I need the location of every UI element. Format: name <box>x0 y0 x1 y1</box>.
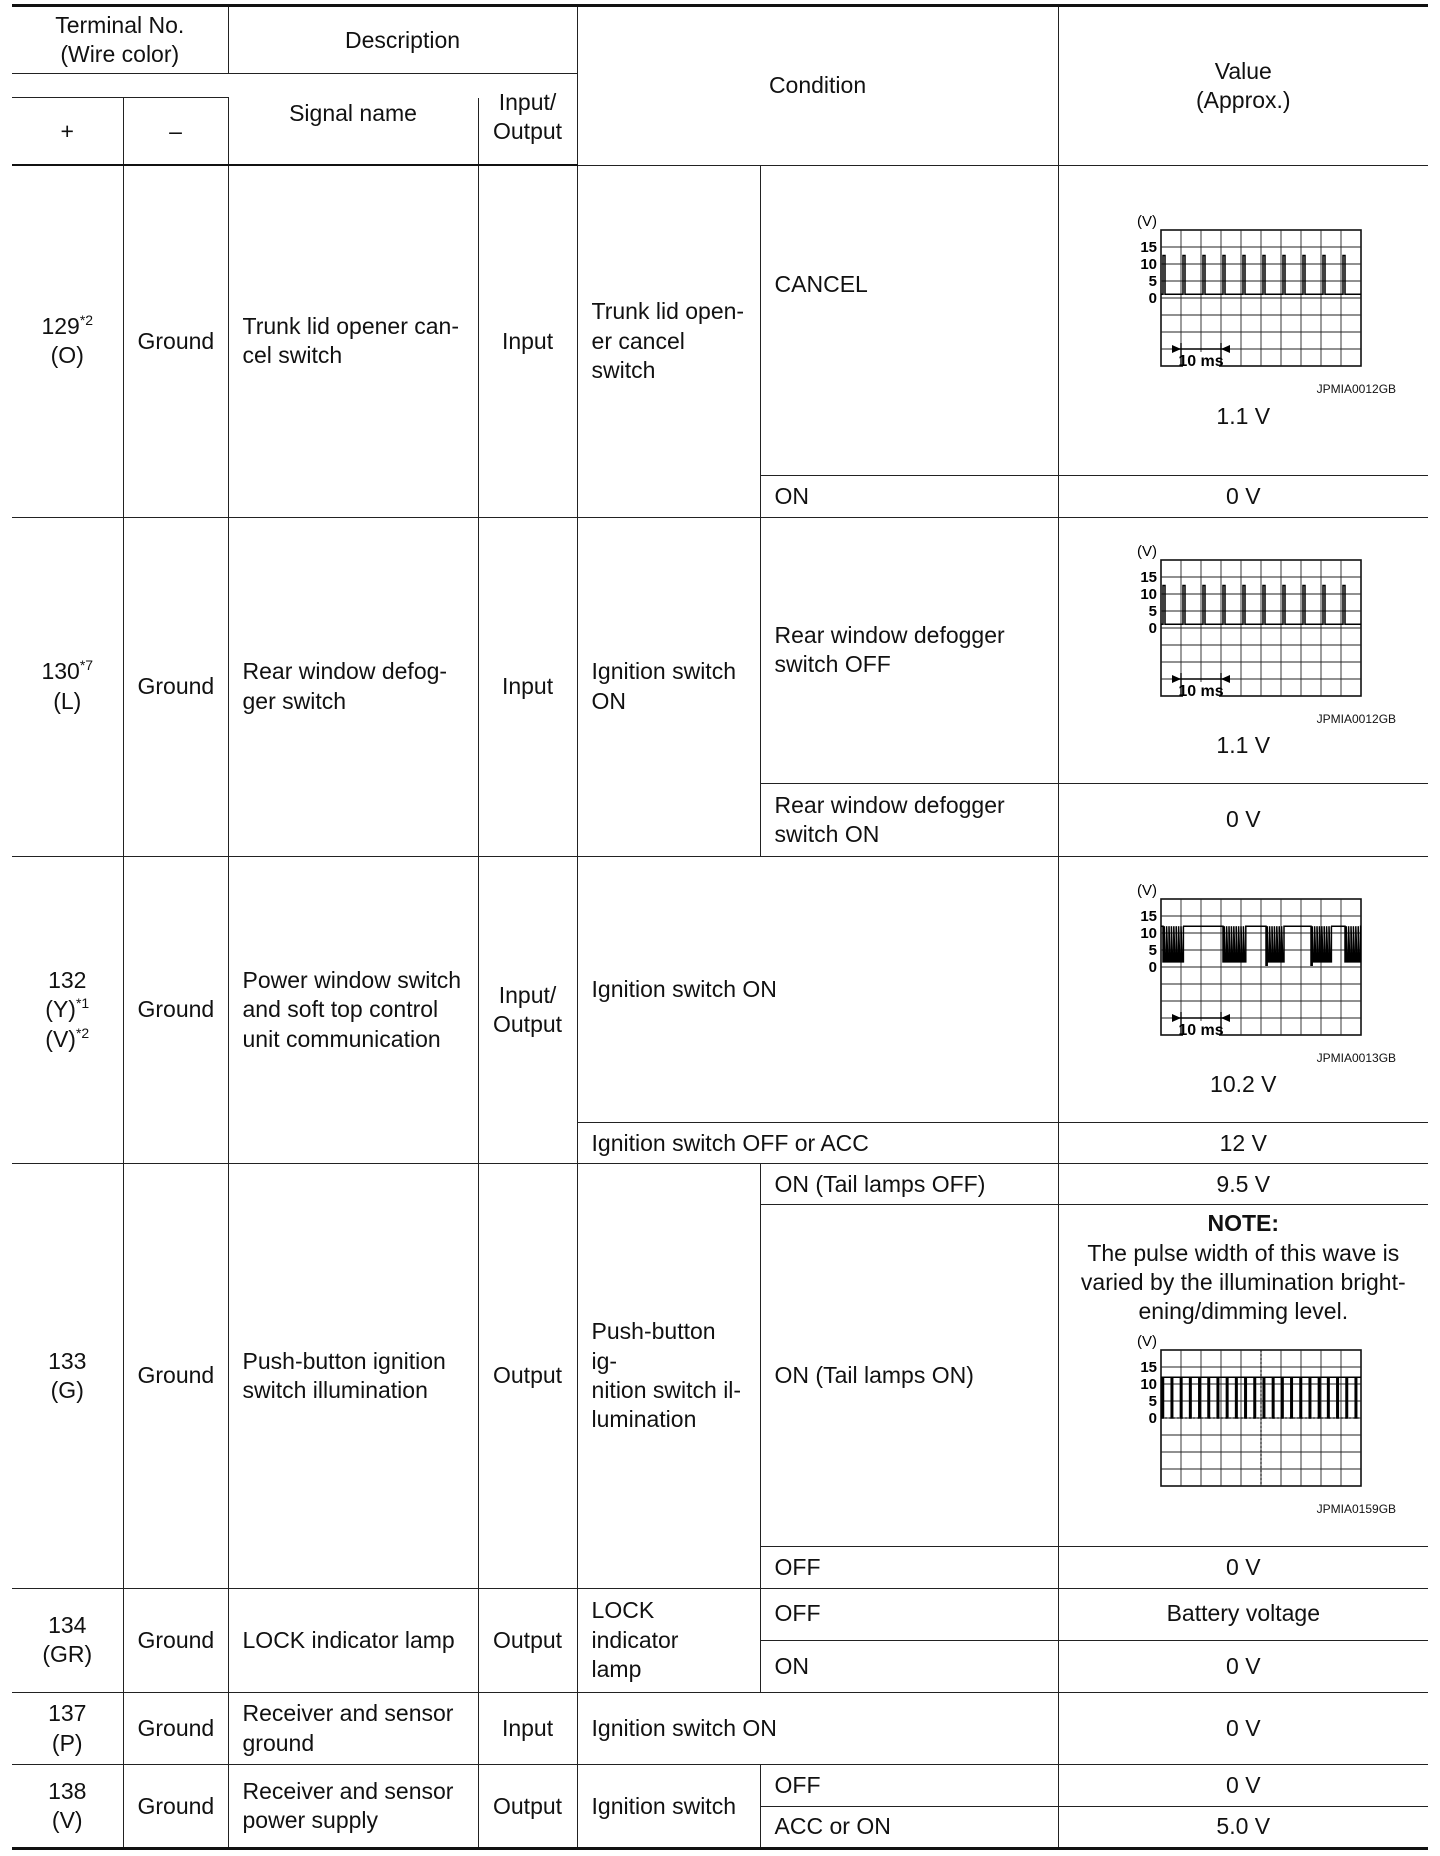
condition-cell: Ignition switch ON <box>577 856 1058 1122</box>
axis-tick-label: 15 <box>1140 908 1158 926</box>
terminal-cell: 133 (G) <box>12 1164 123 1588</box>
sub-condition-cell: OFF <box>760 1765 1058 1806</box>
value-cell: 9.5 V <box>1058 1164 1428 1205</box>
value-text: 10.2 V <box>1210 1071 1277 1098</box>
oscilloscope-icon <box>1113 210 1373 380</box>
condition-cell: Push-button ig- nition switch il- lumination <box>577 1164 760 1588</box>
condition-cell: Ignition switch <box>577 1765 760 1849</box>
ground-cell: Ground <box>123 517 228 856</box>
value-cell: 0 V <box>1058 1692 1428 1765</box>
condition-cell: Ignition switch OFF or ACC <box>577 1123 1058 1164</box>
axis-unit-label: (V) <box>1137 543 1158 561</box>
figure-code: JPMIA0013GB <box>1316 1051 1397 1066</box>
value-text: 1.1 V <box>1216 402 1271 429</box>
table-row <box>12 1765 1428 1806</box>
table-row <box>12 856 1428 1122</box>
figure-code: JPMIA0012GB <box>1316 382 1397 397</box>
value-cell: 0 V <box>1058 1640 1428 1692</box>
io-cell: Output <box>478 1588 577 1692</box>
value-cell <box>1058 517 1428 783</box>
condition-cell: Ignition switch ON <box>577 517 760 856</box>
value-cell <box>1058 856 1428 1122</box>
axis-tick-label: 5 <box>1148 1393 1158 1411</box>
sub-condition-cell: ON <box>760 476 1058 517</box>
value-cell: 0 V <box>1058 1547 1428 1588</box>
axis-tick-label: 15 <box>1140 1359 1158 1377</box>
table-row <box>12 1588 1428 1640</box>
axis-tick-label: 0 <box>1148 620 1158 638</box>
ground-cell: Ground <box>123 1588 228 1692</box>
ground-cell: Ground <box>123 165 228 517</box>
sub-condition-cell: CANCEL <box>760 165 1058 476</box>
input-output-header: Input/ Output <box>478 84 577 151</box>
terminal-cell: 130$^{*7}$ (L) <box>12 517 123 856</box>
signal-name-cell: Push-button ignition switch illumination <box>228 1164 478 1588</box>
axis-tick-label: 5 <box>1148 942 1158 960</box>
value-cell: Battery voltage <box>1058 1588 1428 1640</box>
value-cell: 0 V <box>1058 1765 1428 1806</box>
signal-name-cell: Rear window defog- ger switch <box>228 517 478 856</box>
io-cell: Input <box>478 517 577 856</box>
time-scale-label: 10 ms <box>1178 683 1224 701</box>
ground-cell: Ground <box>123 1765 228 1849</box>
value-cell <box>1058 165 1428 476</box>
axis-unit-label: (V) <box>1137 213 1158 231</box>
value-cell <box>1058 1205 1428 1547</box>
terminal-cell: 138 (V) <box>12 1765 123 1849</box>
io-cell: Output <box>478 1164 577 1588</box>
oscilloscope-icon <box>1113 1330 1373 1500</box>
value-cell: 0 V <box>1058 783 1428 856</box>
signal-name-cell: Receiver and sensor power supply <box>228 1765 478 1849</box>
sub-condition-cell: ACC or ON <box>760 1806 1058 1848</box>
waveform-graph <box>1073 540 1415 710</box>
minus-header: – <box>123 98 228 165</box>
signal-name-cell: Power window switch and soft top control unit communication <box>228 856 478 1164</box>
axis-tick-label: 15 <box>1140 569 1158 587</box>
figure-code: JPMIA0159GB <box>1316 1502 1397 1517</box>
note-title: NOTE: <box>1207 1210 1280 1237</box>
terminal-cell: 134 (GR) <box>12 1588 123 1692</box>
value-text: 1.1 V <box>1216 732 1271 759</box>
oscilloscope-icon <box>1113 540 1373 710</box>
condition-cell: LOCK indicator lamp <box>577 1588 760 1692</box>
signal-name-header: Signal name <box>228 80 478 147</box>
axis-tick-label: 0 <box>1148 1410 1158 1428</box>
sub-condition-cell: Rear window defogger switch OFF <box>760 517 1058 783</box>
axis-tick-label: 10 <box>1140 256 1158 274</box>
axis-tick-label: 5 <box>1148 273 1158 291</box>
axis-unit-label: (V) <box>1137 1333 1158 1351</box>
io-cell: Input/ Output <box>478 856 577 1164</box>
sub-condition-cell: ON (Tail lamps ON) <box>760 1205 1058 1547</box>
sub-condition-cell: Rear window defogger switch ON <box>760 783 1058 856</box>
terminal-cell: 132 $(Y)^{*1}$ $(V)^{*2}$ <box>12 856 123 1164</box>
condition-cell: Trunk lid open- er cancel switch <box>577 165 760 517</box>
io-cell: Output <box>478 1765 577 1849</box>
ground-cell: Ground <box>123 1692 228 1765</box>
axis-tick-label: 15 <box>1140 239 1158 257</box>
sub-condition-cell: OFF <box>760 1547 1058 1588</box>
table-row <box>12 517 1428 783</box>
axis-tick-label: 10 <box>1140 925 1158 943</box>
waveform-graph <box>1073 210 1415 380</box>
terminal-cell: 129$^{*2}$ (O) <box>12 165 123 517</box>
io-cell: Input <box>478 1692 577 1765</box>
description-header: Description <box>228 6 577 74</box>
oscilloscope-icon <box>1113 879 1373 1049</box>
plus-header: + <box>12 98 123 165</box>
figure-code: JPMIA0012GB <box>1316 712 1397 727</box>
sub-condition-cell: ON (Tail lamps OFF) <box>760 1164 1058 1205</box>
table-header <box>12 6 1428 166</box>
axis-tick-label: 0 <box>1148 290 1158 308</box>
table-row <box>12 1692 1428 1765</box>
terminal-no-header: Terminal No. (Wire color) <box>12 6 228 74</box>
axis-unit-label: (V) <box>1137 882 1158 900</box>
axis-tick-label: 10 <box>1140 586 1158 604</box>
value-header: Value (Approx.) <box>1058 6 1428 166</box>
table-row <box>12 165 1428 476</box>
value-cell: 0 V <box>1058 476 1428 517</box>
sub-condition-cell: OFF <box>760 1588 1058 1640</box>
table-row <box>12 1164 1428 1205</box>
axis-tick-label: 0 <box>1148 959 1158 977</box>
io-cell: Input <box>478 165 577 517</box>
axis-tick-label: 10 <box>1140 1376 1158 1394</box>
value-cell: 5.0 V <box>1058 1806 1428 1848</box>
condition-cell: Ignition switch ON <box>577 1692 1058 1765</box>
signal-name-cell: Receiver and sensor ground <box>228 1692 478 1765</box>
waveform-graph <box>1073 1330 1415 1500</box>
signal-name-cell: LOCK indicator lamp <box>228 1588 478 1692</box>
time-scale-label: 10 ms <box>1178 353 1224 371</box>
ground-cell: Ground <box>123 1164 228 1588</box>
condition-header: Condition <box>577 6 1058 166</box>
waveform-graph <box>1073 879 1415 1049</box>
note-text: The pulse width of this wave is varied by the illumination bright- ening/dimming level. <box>1080 1239 1406 1325</box>
terminal-cell: 137 (P) <box>12 1692 123 1765</box>
sub-condition-cell: ON <box>760 1640 1058 1692</box>
signal-name-cell: Trunk lid opener can- cel switch <box>228 165 478 517</box>
ground-cell: Ground <box>123 856 228 1164</box>
time-scale-label: 10 ms <box>1178 1022 1224 1040</box>
value-cell: 12 V <box>1058 1123 1428 1164</box>
terminal-spec-table <box>12 4 1428 1850</box>
axis-tick-label: 5 <box>1148 603 1158 621</box>
